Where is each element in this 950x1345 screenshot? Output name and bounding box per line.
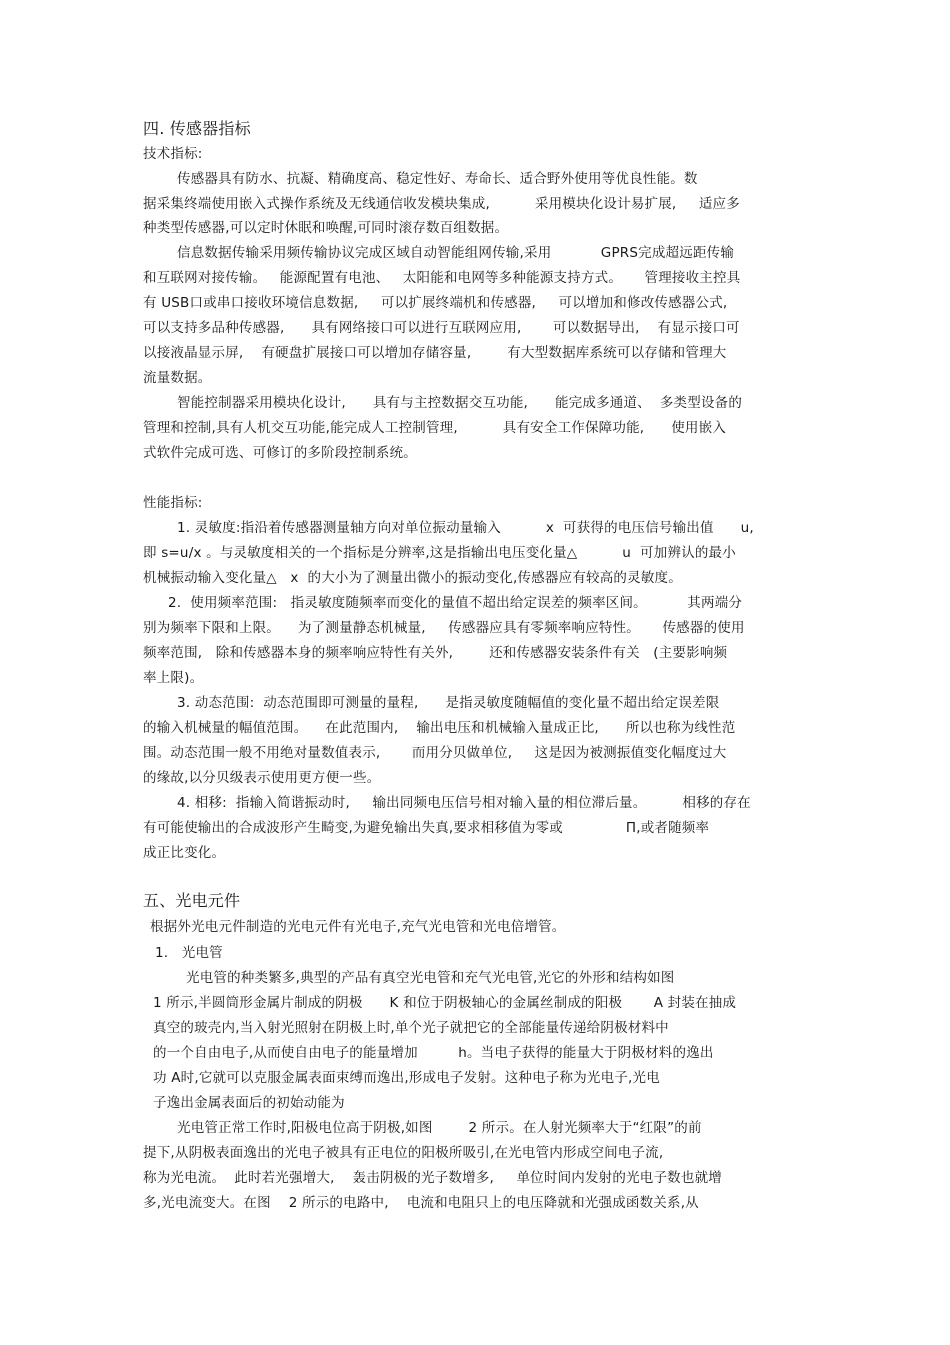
perf-line: 机械振动输入变化量△ x 的大小为了测量出微小的振动变化,传感器应有较高的灵敏度。	[143, 570, 682, 586]
body-line: 光电管正常工作时,阳极电位高于阴极,如图 2 所示。在人射光频率大于“红限”的前	[177, 1120, 702, 1136]
tech-line: 式软件完成可选、可修订的多阶段控制系统。	[143, 445, 417, 461]
tech-line: 传感器具有防水、抗凝、精确度高、稳定性好、寿命长、适合野外使用等优良性能。数	[177, 171, 698, 187]
perf-line: 的输入机械量的幅值范围。 在此范围内, 输出电压和机械输入量成正比, 所以也称为线性范	[143, 720, 736, 736]
body-line: 子逸出金属表面后的初始动能为	[153, 1095, 345, 1111]
perf-line: 2. 使用频率范围: 指灵敏度随频率而变化的量值不超出给定误差的频率区间。 其两端分	[168, 595, 743, 611]
body-line: 的一个自由电子,从而使自由电子的能量增加 h。当电子获得的能量大于阴极材料的逸出	[153, 1045, 714, 1061]
tech-line: 可以支持多品种传感器, 具有网络接口可以进行互联网应用, 可以数据导出, 有显示接口可	[143, 320, 740, 336]
tech-line: 种类型传感器,可以定时休眠和唤醒,可同时滚存数百组数据。	[143, 220, 509, 236]
perf-line: 3. 动态范围: 动态范围即可测量的量程, 是指灵敏度随幅值的变化量不超出给定误差限	[177, 695, 720, 711]
perf-line: 的缘故,以分贝级表示使用更方便一些。	[143, 770, 381, 786]
section-5-title: 五、光电元件	[143, 891, 241, 910]
tech-line: 管理和控制,具有人机交互功能,能完成人工控制管理, 具有安全工作保障功能, 使用嵌入	[143, 420, 727, 436]
perf-line: 别为频率下限和上限。 为了测量静态机械量, 传感器应具有零频率响应特性。 传感器的使用	[143, 620, 745, 636]
perf-line: 4. 相移: 指输入简谐振动时, 输出同频电压信号相对输入量的相位滞后量。 相移的存在	[177, 795, 751, 811]
perf-line: 1. 灵敏度:指沿着传感器测量轴方向对单位振动量输入 x 可获得的电压信号输出值 u,	[177, 520, 754, 536]
perf-line: 成正比变化。	[143, 845, 226, 861]
tech-line: 以接液晶显示屏, 有硬盘扩展接口可以增加存储容量, 有大型数据库系统可以存储和管理大	[143, 345, 727, 361]
perf-line: 即 s=u/x 。与灵敏度相关的一个指标是分辨率,这是指输出电压变化量△ u 可加辨认的最小	[143, 545, 736, 561]
perf-line: 有可能使输出的合成波形产生畸变,为避免输出失真,要求相移值为零或 Π,或者随频率	[143, 820, 710, 836]
perf-line: 频率范围, 除和传感器本身的频率响应特性有关外, 还和传感器安装条件有关 (主要影响频	[143, 645, 728, 661]
body-line: 称为光电流。 此时若光强增大, 轰击阴极的光子数增多, 单位时间内发射的光电子数也就增	[143, 1170, 722, 1186]
body-line: 1. 光电管	[155, 945, 223, 961]
tech-line: 信息数据传输采用频传输协议完成区域自动智能组网传输,采用 GPRS完成超远距传输	[177, 245, 735, 261]
body-line: 提下,从阴极表面逸出的光电子被具有正电位的阳极所吸引,在光电管内形成空间电子流,	[143, 1145, 664, 1161]
tech-line: 和互联网对接传输。 能源配置有电池、 太阳能和电网等多种能源支持方式。 管理接收主控具	[143, 270, 741, 286]
body-line: 光电管的种类繁多,典型的产品有真空光电管和充气光电管,光它的外形和结构如图	[186, 970, 675, 986]
tech-line: 流量数据。	[143, 370, 212, 386]
tech-label: 技术指标:	[143, 146, 203, 162]
body-line: 根据外光电元件制造的光电元件有光电子,充气光电管和光电倍增管。	[150, 919, 566, 935]
body-line: 功 A时,它就可以克服金属表面束缚而逸出,形成电子发射。这种电子称为光电子,光电	[153, 1070, 660, 1086]
body-line: 多,光电流变大。在图 2 所示的电路中, 电流和电阻只上的电压降就和光强成函数关系,从	[143, 1195, 699, 1211]
section-4-title: 四. 传感器指标	[143, 119, 251, 138]
tech-line: 智能控制器采用模块化设计, 具有与主控数据交互功能, 能完成多通道、 多类型设备的	[177, 395, 743, 411]
perf-line: 围。动态范围一般不用绝对量数值表示, 而用分贝做单位, 这是因为被测振值变化幅度过大	[143, 745, 727, 761]
body-line: 1 所示,半圆筒形金属片制成的阴极 K 和位于阴极轴心的金属丝制成的阳极 A 封装在抽成	[153, 995, 737, 1011]
tech-line: 据采集终端使用嵌入式操作系统及无线通信收发模块集成, 采用模块化设计易扩展, 适应多	[143, 196, 740, 212]
perf-line: 率上限)。	[143, 670, 204, 686]
tech-line: 有 USB口或串口接收环境信息数据, 可以扩展终端机和传感器, 可以增加和修改传感器公式,	[143, 295, 728, 311]
perf-label: 性能指标:	[143, 495, 203, 511]
body-line: 真空的玻壳内,当入射光照射在阴极上时,单个光子就把它的全部能量传递给阴极材料中	[153, 1020, 669, 1036]
